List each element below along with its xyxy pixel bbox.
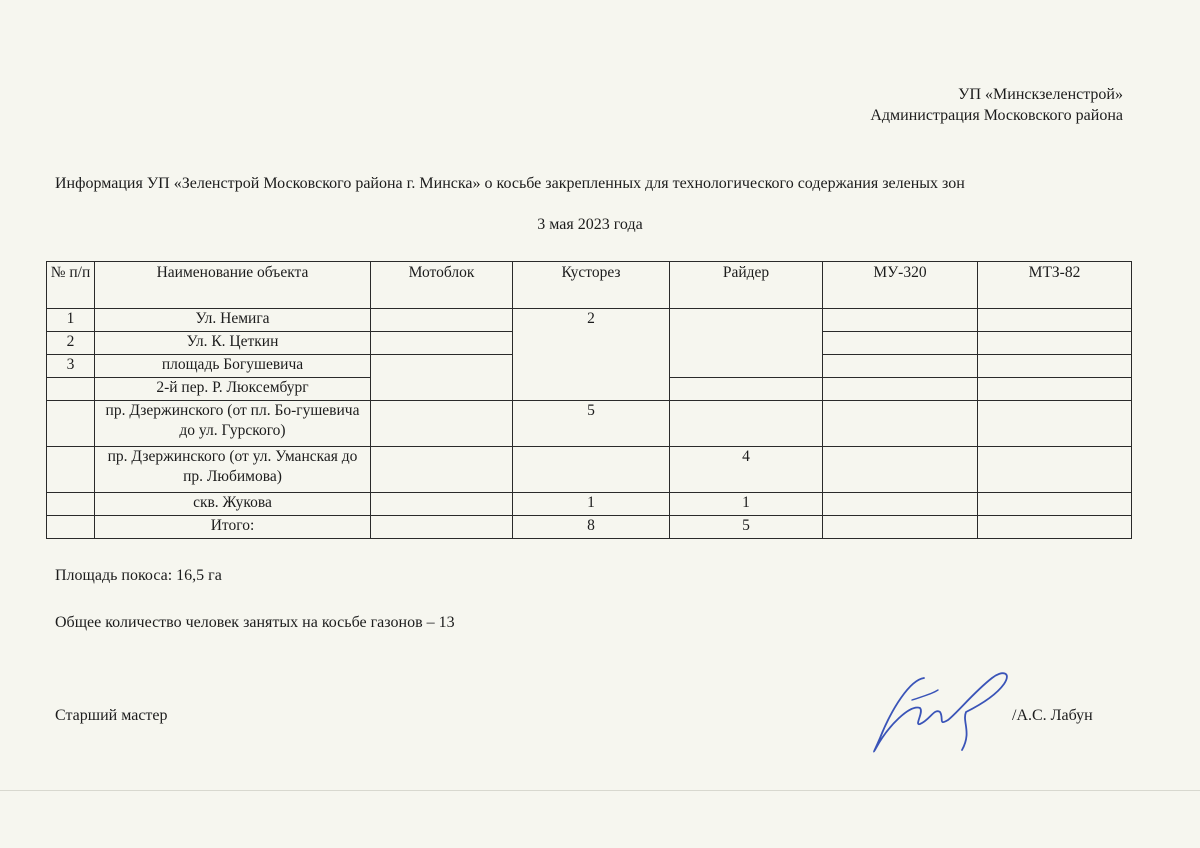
org-department: Администрация Московского района: [870, 107, 1123, 124]
signer-name: /А.С. Лабун: [1012, 707, 1093, 724]
kustorez-cell: 5: [513, 401, 670, 447]
kustorez-total: 8: [513, 516, 670, 539]
motoblok-cell: [371, 447, 513, 493]
row-name: скв. Жукова: [95, 493, 371, 516]
kustorez-cell: 1: [513, 493, 670, 516]
col-header-motoblok: Мотоблок: [371, 262, 513, 309]
kustorez-cell: [513, 447, 670, 493]
mtz82-cell: [978, 447, 1132, 493]
table-row: [47, 309, 1132, 332]
raider-total: 5: [670, 516, 823, 539]
table-total-row: [47, 516, 1132, 539]
motoblok-cell: [371, 309, 513, 332]
row-name: 2-й пер. Р. Люксембург: [95, 378, 371, 401]
row-num: [47, 516, 95, 539]
mtz82-cell: [978, 378, 1132, 401]
row-num: [47, 401, 95, 447]
row-num: [47, 447, 95, 493]
mowing-area: Площадь покоса: 16,5 га: [55, 567, 222, 584]
scan-fold-line: [0, 790, 1200, 791]
table-row: [47, 493, 1132, 516]
motoblok-cell: [371, 378, 513, 401]
mtz82-cell: [978, 401, 1132, 447]
mu320-cell: [823, 309, 978, 332]
row-name: площадь Богушевича: [95, 355, 371, 378]
mu320-cell: [823, 447, 978, 493]
row-num: 3: [47, 355, 95, 378]
mtz82-cell: [978, 309, 1132, 332]
addressee-block: [870, 84, 1123, 126]
col-header-kustorez: Кусторез: [513, 262, 670, 309]
col-header-name: Наименование объекта: [95, 262, 371, 309]
row-num: [47, 378, 95, 401]
row-name: Ул. Немига: [95, 309, 371, 332]
raider-cell: [670, 378, 823, 401]
table-row: [47, 401, 1132, 447]
row-num: 2: [47, 332, 95, 355]
mtz82-cell: [978, 355, 1132, 378]
raider-cell: [670, 401, 823, 447]
mu320-cell: [823, 332, 978, 355]
motoblok-cell: [371, 332, 513, 355]
motoblok-cell: [371, 516, 513, 539]
mowing-table: [46, 261, 1132, 539]
document-title: Информация УП «Зеленстрой Московского района г. Минска» о косьбе закрепленных для технологического содержания зеленых зон: [55, 175, 965, 192]
row-name: пр. Дзержинского (от ул. Уманская до пр. Любимова): [95, 447, 371, 493]
handwritten-signature: [862, 660, 1022, 760]
motoblok-cell: [371, 355, 513, 378]
kustorez-group-cell: 2: [513, 309, 670, 401]
mu320-cell: [823, 355, 978, 378]
col-header-mu320: МУ-320: [823, 262, 978, 309]
mtz82-cell: [978, 516, 1132, 539]
row-name: пр. Дзержинского (от пл. Бо-гушевича до ул. Гурского): [95, 401, 371, 447]
col-header-mtz82: МТЗ-82: [978, 262, 1132, 309]
mu320-cell: [823, 516, 978, 539]
row-num: [47, 493, 95, 516]
mtz82-cell: [978, 493, 1132, 516]
document-date: 3 мая 2023 года: [537, 216, 643, 233]
row-num: 1: [47, 309, 95, 332]
col-header-raider: Райдер: [670, 262, 823, 309]
table-header-row: [47, 262, 1132, 309]
mu320-cell: [823, 378, 978, 401]
table-row: [47, 447, 1132, 493]
people-count: Общее количество человек занятых на косьбе газонов – 13: [55, 614, 455, 631]
raider-cell: 4: [670, 447, 823, 493]
mu320-cell: [823, 401, 978, 447]
mu320-cell: [823, 493, 978, 516]
signer-position: Старший мастер: [55, 707, 168, 724]
col-header-num: № п/п: [47, 262, 95, 309]
motoblok-cell: [371, 493, 513, 516]
total-label: Итого:: [95, 516, 371, 539]
org-name: УП «Минскзеленстрой»: [958, 86, 1123, 103]
mtz82-cell: [978, 332, 1132, 355]
row-name: Ул. К. Цеткин: [95, 332, 371, 355]
raider-cell: 1: [670, 493, 823, 516]
motoblok-cell: [371, 401, 513, 447]
raider-group-cell: [670, 309, 823, 378]
